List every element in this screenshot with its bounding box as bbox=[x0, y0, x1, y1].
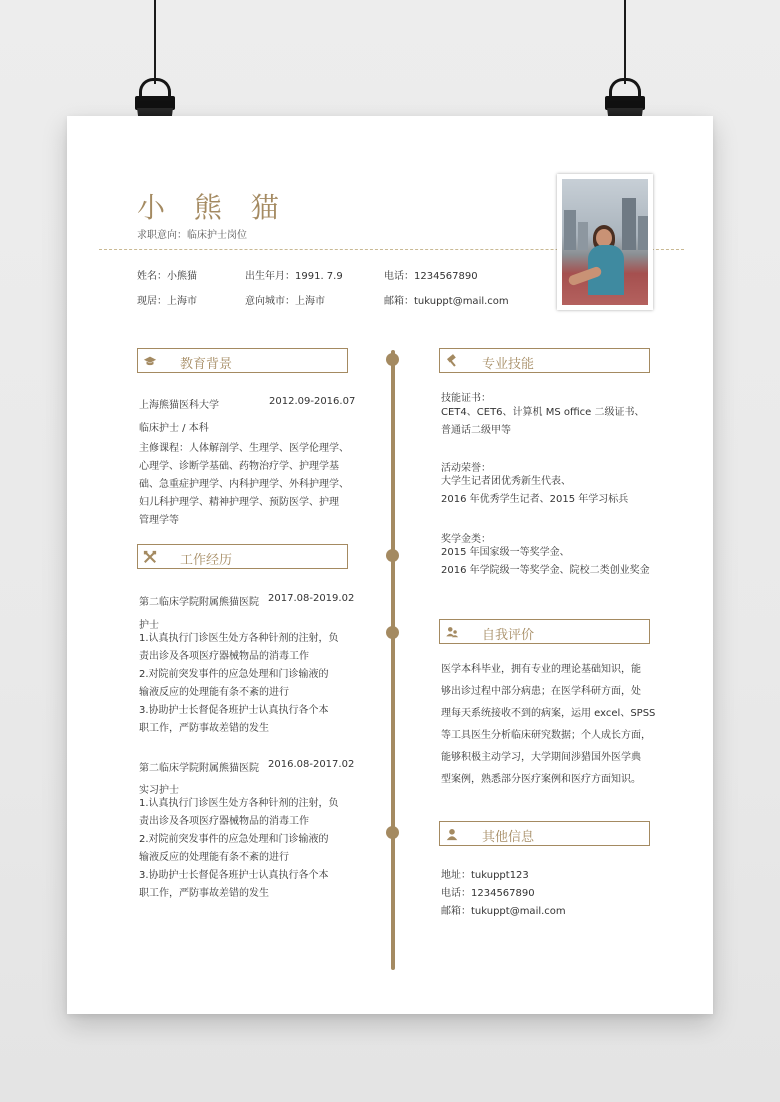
course-line: 妇儿科护理学、精神护理学、预防医学、护理 bbox=[139, 497, 339, 508]
user-group-icon bbox=[440, 620, 464, 643]
work-title: 工作经历 bbox=[180, 553, 233, 568]
hanging-wire-left bbox=[154, 0, 156, 84]
course-line: 心理学、诊断学基础、药物治疗学、护理学基 bbox=[139, 461, 339, 472]
eval-line: 等工具医生分析临床研究数据；个人成长方面， bbox=[441, 730, 651, 741]
profile-photo bbox=[557, 174, 653, 310]
info-birth: 出生年月：1991. 7.9 bbox=[245, 271, 343, 282]
award-line: 2016 年学院级一等奖学金、院校二类创业奖金 bbox=[441, 565, 650, 576]
graduation-cap-icon bbox=[138, 349, 162, 372]
info-target-city: 意向城市：上海市 bbox=[245, 296, 325, 307]
timeline-line bbox=[391, 350, 395, 970]
timeline-dot bbox=[386, 353, 399, 366]
job-role: 护士 bbox=[139, 620, 159, 631]
eval-line: 能够积极主动学习，大学期间涉猎国外医学典 bbox=[441, 752, 641, 763]
timeline-dot bbox=[386, 826, 399, 839]
job-period: 2016.08-2017.02 bbox=[268, 759, 355, 770]
duty-line: 2.对院前突发事件的应急处理和门诊输液的 bbox=[139, 669, 329, 680]
resume-sheet bbox=[67, 116, 713, 1014]
self-eval-title: 自我评价 bbox=[482, 628, 535, 643]
job-duties bbox=[139, 795, 339, 903]
education-school: 上海熊猫医科大学 bbox=[139, 400, 219, 411]
other-phone: 电话：1234567890 bbox=[441, 888, 535, 899]
skills-title: 专业技能 bbox=[482, 357, 535, 372]
job-period: 2017.08-2019.02 bbox=[268, 593, 355, 604]
education-courses bbox=[139, 440, 349, 530]
person-icon bbox=[440, 822, 464, 845]
course-line: 础、急重症护理学、内科护理学、外科护理学、 bbox=[139, 479, 349, 490]
self-eval-heading bbox=[439, 619, 650, 644]
cert-label: 技能证书： bbox=[441, 393, 491, 404]
timeline-dot bbox=[386, 626, 399, 639]
candidate-name: 小 熊 猫 bbox=[137, 191, 289, 224]
education-heading bbox=[137, 348, 348, 373]
duty-line: 责出诊及各项医疗器械物品的消毒工作 bbox=[139, 651, 309, 662]
job-org: 第二临床学院附属熊猫医院 bbox=[139, 597, 259, 608]
duty-line: 3.协助护士长督促各班护士认真执行各个本 bbox=[139, 870, 329, 881]
education-title: 教育背景 bbox=[180, 357, 233, 372]
job-org: 第二临床学院附属熊猫医院 bbox=[139, 763, 259, 774]
education-degree: 临床护士 / 本科 bbox=[139, 423, 209, 434]
other-info-heading bbox=[439, 821, 650, 846]
eval-line: 型案例，熟悉部分医疗案例和医疗方面知识。 bbox=[441, 774, 641, 785]
hammer-icon bbox=[440, 349, 464, 372]
self-eval-text bbox=[441, 659, 655, 791]
other-address: 地址：tukuppt123 bbox=[441, 870, 529, 881]
timeline-dot bbox=[386, 549, 399, 562]
info-name: 姓名：小熊猫 bbox=[137, 271, 197, 282]
info-email: 邮箱：tukuppt@mail.com bbox=[384, 296, 509, 307]
duty-line: 职工作，严防事故差错的发生 bbox=[139, 888, 269, 899]
honor-line: 2016 年优秀学生记者、2015 年学习标兵 bbox=[441, 494, 629, 505]
course-line: 主修课程：人体解剖学、生理学、医学伦理学、 bbox=[139, 443, 349, 454]
info-phone: 电话：1234567890 bbox=[384, 271, 478, 282]
job-duties bbox=[139, 630, 339, 738]
skills-heading bbox=[439, 348, 650, 373]
job-role: 实习护士 bbox=[139, 785, 179, 796]
duty-line: 输液反应的处理能有条不紊的进行 bbox=[139, 852, 289, 863]
duty-line: 3.协助护士长督促各班护士认真执行各个本 bbox=[139, 705, 329, 716]
award-label: 奖学金类： bbox=[441, 534, 491, 545]
award-line: 2015 年国家级一等奖学金、 bbox=[441, 547, 570, 558]
eval-line: 够出诊过程中部分病患；在医学科研方面，处 bbox=[441, 686, 641, 697]
work-heading bbox=[137, 544, 348, 569]
honor-line: 大学生记者团优秀新生代表、 bbox=[441, 476, 571, 487]
honor-lines bbox=[441, 473, 628, 509]
duty-line: 2.对院前突发事件的应急处理和门诊输液的 bbox=[139, 834, 329, 845]
cert-line: 普通话二级甲等 bbox=[441, 425, 511, 436]
info-residence: 现居：上海市 bbox=[137, 296, 197, 307]
tools-icon bbox=[138, 545, 162, 568]
education-period: 2012.09-2016.07 bbox=[269, 396, 356, 407]
job-intent: 求职意向：临床护士岗位 bbox=[137, 230, 247, 241]
other-email: 邮箱：tukuppt@mail.com bbox=[441, 906, 566, 917]
duty-line: 1.认真执行门诊医生处方各种针剂的注射，负 bbox=[139, 798, 339, 809]
course-line: 管理学等 bbox=[139, 515, 179, 526]
duty-line: 职工作，严防事故差错的发生 bbox=[139, 723, 269, 734]
hanging-wire-right bbox=[624, 0, 626, 84]
cert-line: CET4、CET6、计算机 MS office 二级证书、 bbox=[441, 407, 645, 418]
eval-line: 医学本科毕业，拥有专业的理论基础知识，能 bbox=[441, 664, 641, 675]
duty-line: 责出诊及各项医疗器械物品的消毒工作 bbox=[139, 816, 309, 827]
award-lines bbox=[441, 544, 650, 580]
honor-label: 活动荣誉： bbox=[441, 463, 491, 474]
eval-line: 理每天系统接收不到的病案，运用 excel、SPSS bbox=[441, 708, 656, 719]
duty-line: 1.认真执行门诊医生处方各种针剂的注射，负 bbox=[139, 633, 339, 644]
cert-lines bbox=[441, 404, 645, 440]
duty-line: 输液反应的处理能有条不紊的进行 bbox=[139, 687, 289, 698]
other-info-title: 其他信息 bbox=[482, 830, 535, 845]
